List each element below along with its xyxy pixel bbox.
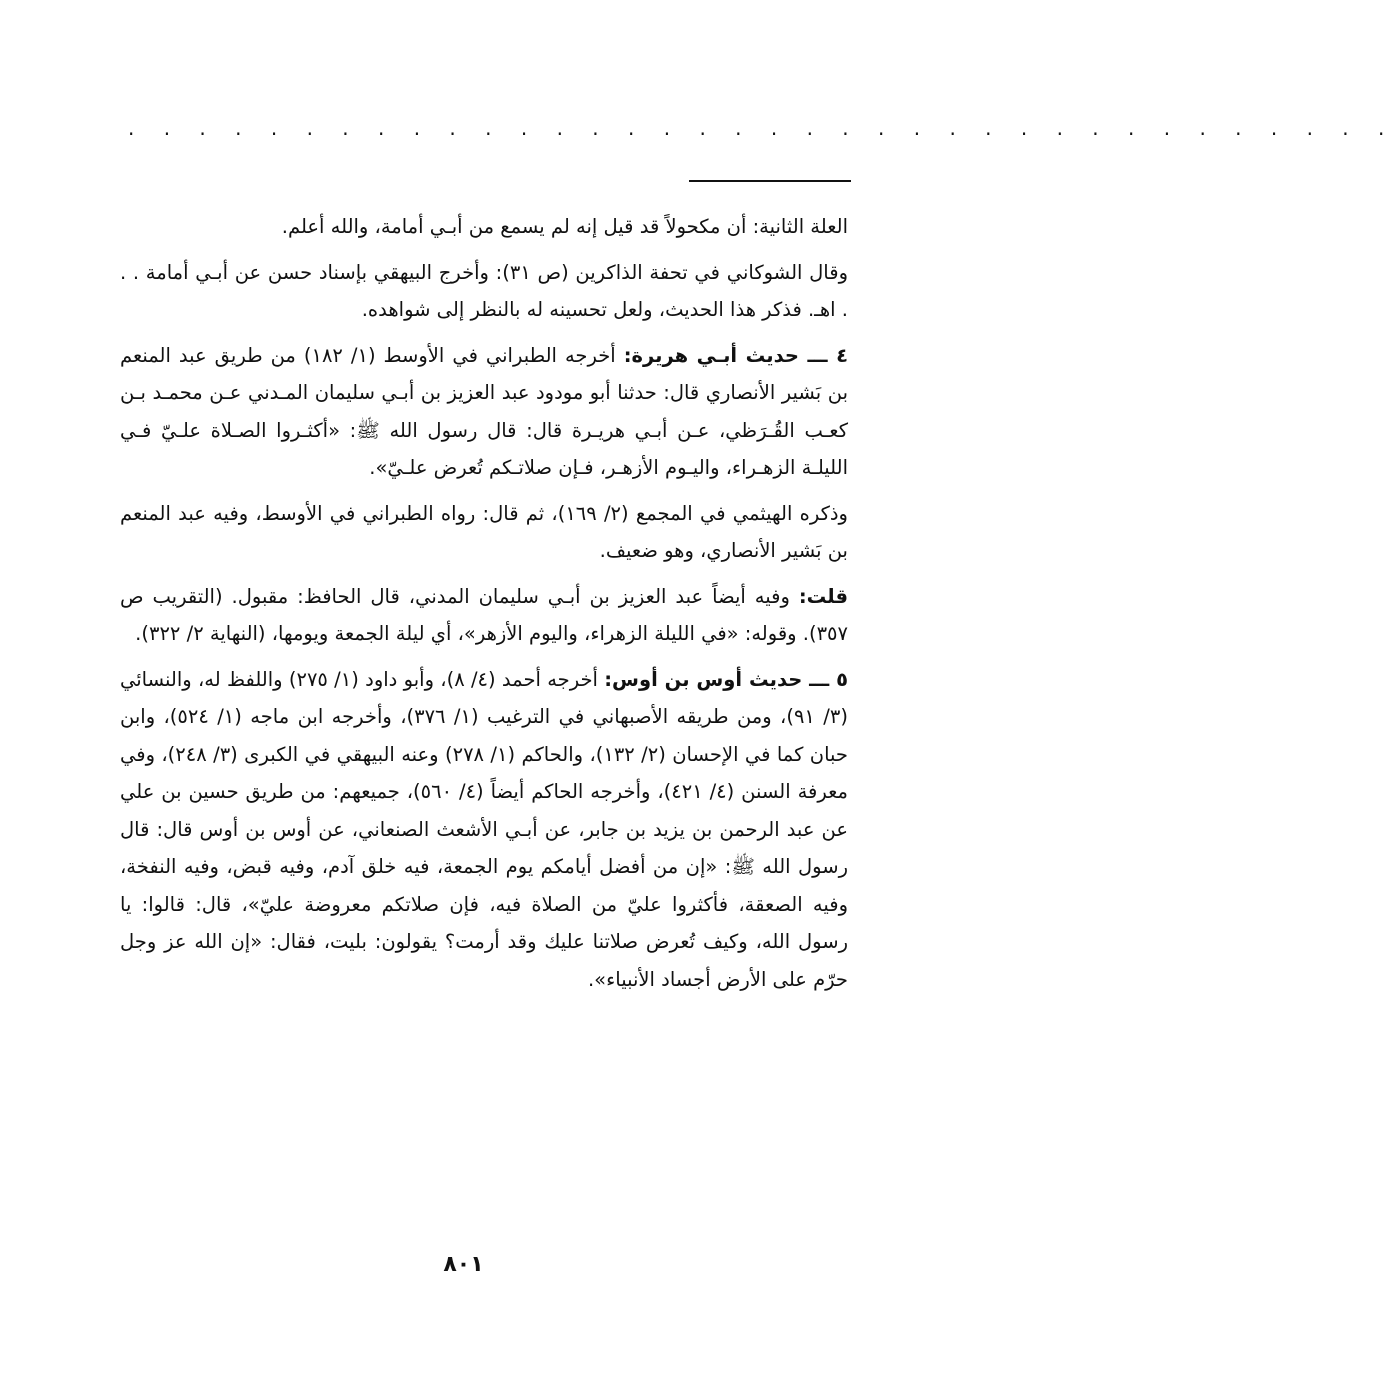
page-body [120, 208, 848, 1006]
footnote-rule [689, 180, 851, 182]
paragraph-haythami: وذكره الهيثمي في المجمع (٢/ ١٦٩)، ثم قال: رواه الطبراني في الأوسط، وفيه عبد المنعم بن بَشير الأنصاري، وهو ضعيف. [120, 501, 848, 562]
paragraph-qultu [120, 578, 848, 653]
paragraph-aws [120, 661, 848, 999]
qultu-label: قلت: [798, 584, 848, 608]
paragraph-first-defect: العلة الثانية: أن مكحولاً قد قيل إنه لم يسمع من أبـي أمامة، والله أعلم. [281, 215, 848, 238]
paragraph-text: أخرجه الطبراني في الأوسط (١/ ١٨٢) من طريق عبد المنعم بن بَشير الأنصاري قال: حدثنا أبو مودود عبد العزيز بن أبـي سليمان المـدني عـن محمـد بـن كعـب القُـرَظي، عـن أبـي هريـرة قال: قال رسول الله ﷺ: «أكثـروا الصـلاة علـيّ فـي الليلـة الزهـراء، واليـوم الأزهـر، فـإن صلاتـكم تُعرض علـيّ». [120, 343, 848, 479]
hadith-heading: ٥ ـــ حديث أوس بن أوس: [604, 667, 848, 691]
dotted-separator: . . . . . . . . . . . . . . . . . . . . . . . . . . . . . . . . . . . . [128, 116, 1396, 140]
paragraph-abu-hurayra [120, 337, 848, 487]
paragraph-text: وفيه أيضاً عبد العزيز بن أبـي سليمان المدني، قال الحافظ: مقبول. (التقريب ص ٣٥٧). وقوله: «في الليلة الزهراء، واليوم الأزهر»، أي ليلة الجمعة ويومها، (النهاية ٢/ ٣٢٢). [120, 584, 848, 645]
page-number: ٨٠١ [443, 1252, 484, 1277]
paragraph-shawkani: وقال الشوكاني في تحفة الذاكرين (ص ٣١): وأخرج البيهقي بإسناد حسن عن أبـي أمامة . . . اهـ. فذكر هذا الحديث، ولعل تحسينه له بالنظر إلى شواهده. [120, 260, 848, 321]
paragraph-text: أخرجه أحمد (٤/ ٨)، وأبو داود (١/ ٢٧٥) واللفظ له، والنسائي (٣/ ٩١)، ومن طريقه الأصبهاني في الترغيب (١/ ٣٧٦)، وأخرجه ابن ماجه (١/ ٥٢٤)، وابن حبان كما في الإحسان (٢/ ١٣٢)، والحاكم (١/ ٢٧٨) وعنه البيهقي في الكبرى (٣/ ٢٤٨)، وفي معرفة السنن (٤/ ٤٢١)، وأخرجه الحاكم أيضاً (٤/ ٥٦٠)، جميعهم: من طريق حسين بن علي عن عبد الرحمن بن يزيد بن جابر، عن أبـي الأشعث الصنعاني، عن أوس بن أوس قال: قال رسول الله ﷺ: «إن من أفضل أيامكم يوم الجمعة، فيه خلق آدم، وفيه قبض، وفيه النفخة، وفيه الصعقة، فأكثروا عليّ من الصلاة فيه، فإن صلاتكم معروضة عليّ»، قال: قالوا: يا رسول الله، وكيف تُعرض صلاتنا عليك وقد أرمت؟ يقولون: بليت، فقال: «إن الله عز وجل حرّم على الأرض أجساد الأنبياء». [120, 667, 848, 991]
hadith-heading: ٤ ـــ حديث أبـي هريرة: [623, 343, 848, 367]
